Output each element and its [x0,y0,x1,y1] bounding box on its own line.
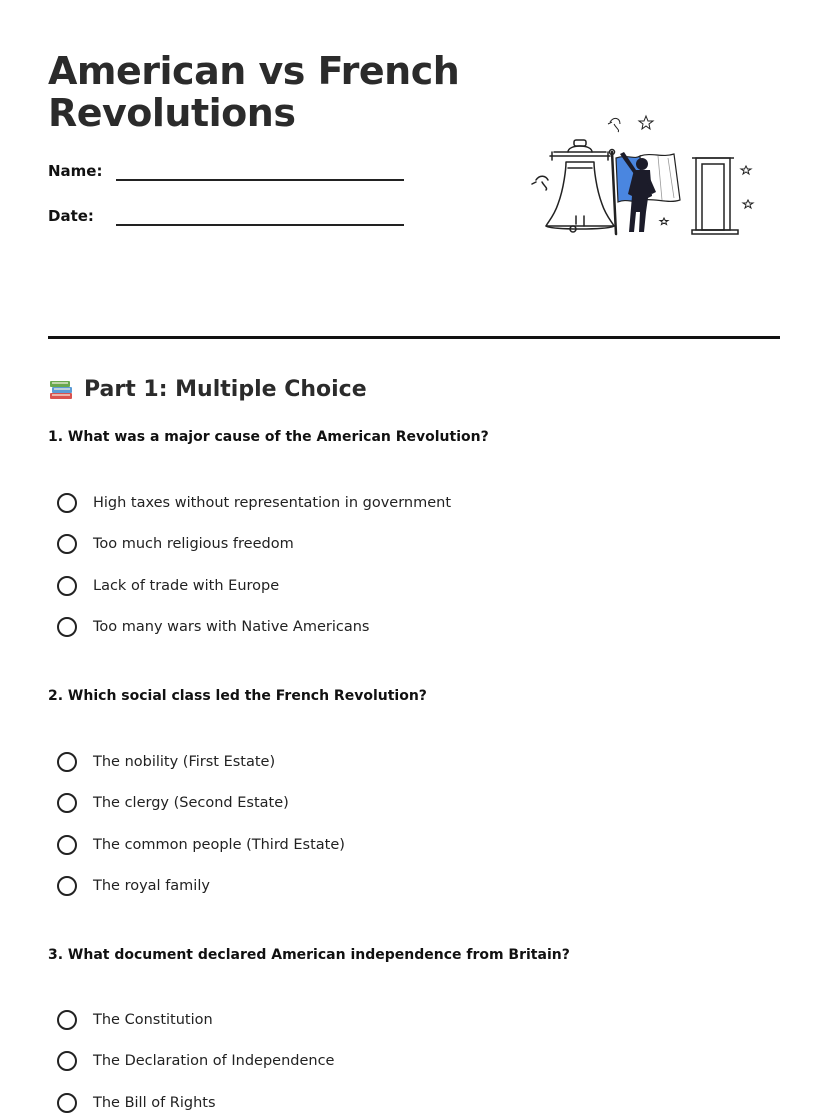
part1-title: Part 1: Multiple Choice [84,376,367,402]
option-label: The nobility (First Estate) [93,754,276,770]
option-label: Lack of trade with Europe [93,578,280,594]
q3-option-3[interactable] [57,1090,216,1116]
q1-option-2[interactable] [57,531,294,557]
radio-button[interactable] [57,793,77,813]
q2-option-1[interactable] [57,749,275,775]
name-field[interactable] [48,156,408,186]
option-label: The common people (Third Estate) [93,837,345,853]
date-label: Date: [48,207,94,225]
q2-option-2[interactable] [57,790,289,816]
q1-option-1[interactable] [57,490,451,516]
radio-button[interactable] [57,1093,77,1113]
date-field[interactable] [48,201,408,231]
section-divider [48,336,780,339]
question-2: 2. Which social class led the French Revolution? [48,688,427,704]
option-label: The royal family [93,878,210,894]
option-label: The Bill of Rights [93,1095,216,1111]
revolution-illustration [528,108,758,238]
radio-button[interactable] [57,752,77,772]
q1-option-4[interactable] [57,614,370,640]
radio-button[interactable] [57,617,77,637]
date-input-line[interactable] [116,224,404,226]
page-title: American vs French Revolutions [48,49,460,135]
radio-button[interactable] [57,835,77,855]
name-label: Name: [48,162,103,180]
radio-button[interactable] [57,493,77,513]
q3-option-2[interactable] [57,1048,334,1074]
option-label: The Declaration of Independence [93,1053,335,1069]
option-label: The clergy (Second Estate) [93,795,289,811]
option-label: Too much religious freedom [93,536,294,552]
radio-button[interactable] [57,534,77,554]
q1-option-3[interactable] [57,573,279,599]
radio-button[interactable] [57,876,77,896]
radio-button[interactable] [57,576,77,596]
part1-heading [48,373,367,405]
q2-option-3[interactable] [57,832,345,858]
question-3: 3. What document declared American independence from Britain? [48,947,570,963]
radio-button[interactable] [57,1051,77,1071]
question-1: 1. What was a major cause of the American Revolution? [48,429,489,445]
option-label: The Constitution [93,1012,213,1028]
option-label: High taxes without representation in government [93,495,452,511]
radio-button[interactable] [57,1010,77,1030]
option-label: Too many wars with Native Americans [93,619,370,635]
q2-option-4[interactable] [57,873,210,899]
q3-option-1[interactable] [57,1007,213,1033]
books-icon [48,376,74,402]
name-input-line[interactable] [116,179,404,181]
